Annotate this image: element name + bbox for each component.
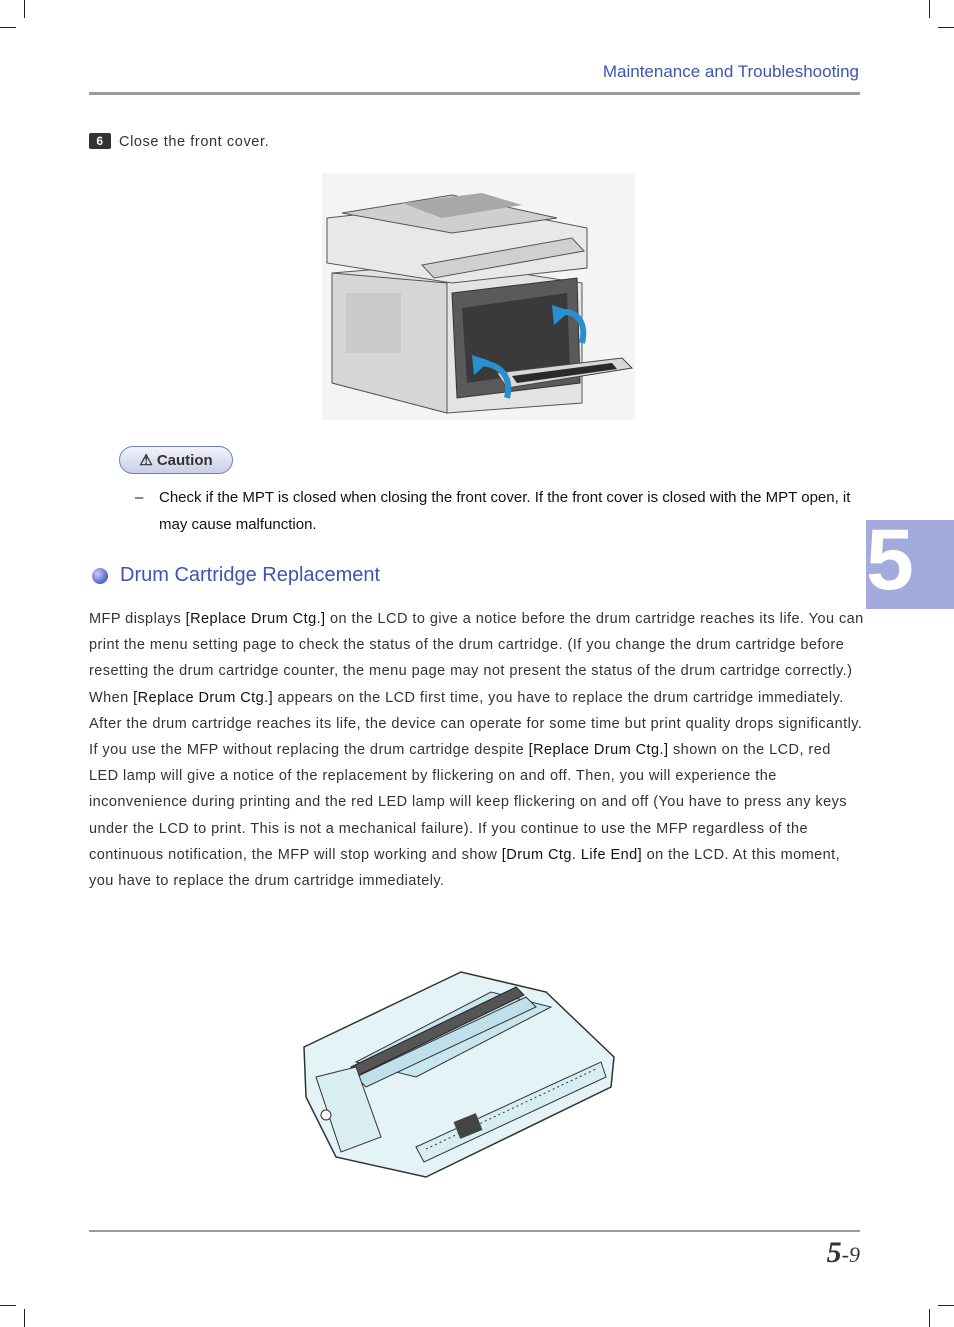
lcd-message: [Drum Ctg. Life End] [501,846,643,863]
text-run: on the LCD. At this moment, you have to replace the drum cartridge immediately. [89,846,841,890]
paragraph-1 [89,606,864,737]
footer-rule [89,1230,860,1232]
step-text: Close the front cover. [119,134,270,150]
section-title: Drum Cartridge Replacement [120,564,381,586]
step-instruction [89,133,269,150]
lcd-message: [Replace Drum Ctg.] [133,689,274,706]
caution-label: Caution [156,451,213,469]
lcd-message: [Replace Drum Ctg.] [528,742,669,759]
step-number: 6 [89,133,111,149]
text-run: shown on the LCD, red LED lamp will give a notice of the replacement by flickering on and off. Then, you will experience the inconvenience during printing and the red LED lamp will keep flickering on and off (You have to press any keys under the LCD to print. This is not a mechanical failure). If you continue to use the MFP regardless of the continuous notification, the MFP will stop working and show [89,742,848,863]
drum-cartridge-illustration [296,967,621,1189]
caution-badge [119,446,233,474]
chapter-tab-number: 5 [866,512,914,608]
bullet-icon [92,568,108,584]
section-heading [92,564,380,587]
crop-mark [938,1305,954,1306]
warning-icon: ⚠ [139,452,153,469]
crop-mark [0,1305,16,1306]
crop-mark [24,1309,25,1327]
header-rule [89,92,860,95]
crop-mark [929,0,930,18]
printer-illustration [322,173,635,420]
page-suffix: -9 [841,1242,860,1267]
paragraph-2 [89,737,864,894]
crop-mark [938,27,954,28]
crop-mark [0,27,16,28]
header-title: Maintenance and Troubleshooting [602,62,859,81]
crop-mark [24,0,25,18]
crop-mark [929,1309,930,1327]
chapter-number: 5 [826,1236,842,1269]
body-text [89,606,864,894]
text-run: appears on the LCD first time, you have to replace the drum cartridge immediately. After the drum cartridge reaches its life, the device can operate for some time but print quality drops significantly. [89,689,863,732]
caution-dash: – [135,489,144,506]
caution-text: Check if the MPT is closed when closing the front cover. If the front cover is closed with the MPT open, it may cause malfunction. [159,489,851,533]
lcd-message: [Replace Drum Ctg.] [185,611,326,627]
text-run: MFP displays [89,611,186,627]
page-number [827,1236,860,1270]
text-run: on the LCD to give a notice before the drum cartridge reaches its life. You can print the menu setting page to check the status of the drum cartridge. (If you change the drum cartridge before resetting the drum cartridge counter, the menu page may not present the status of the drum cartridge correctly.) When [89,611,864,706]
text-run: If you use the MFP without replacing the drum cartridge despite [89,742,529,759]
